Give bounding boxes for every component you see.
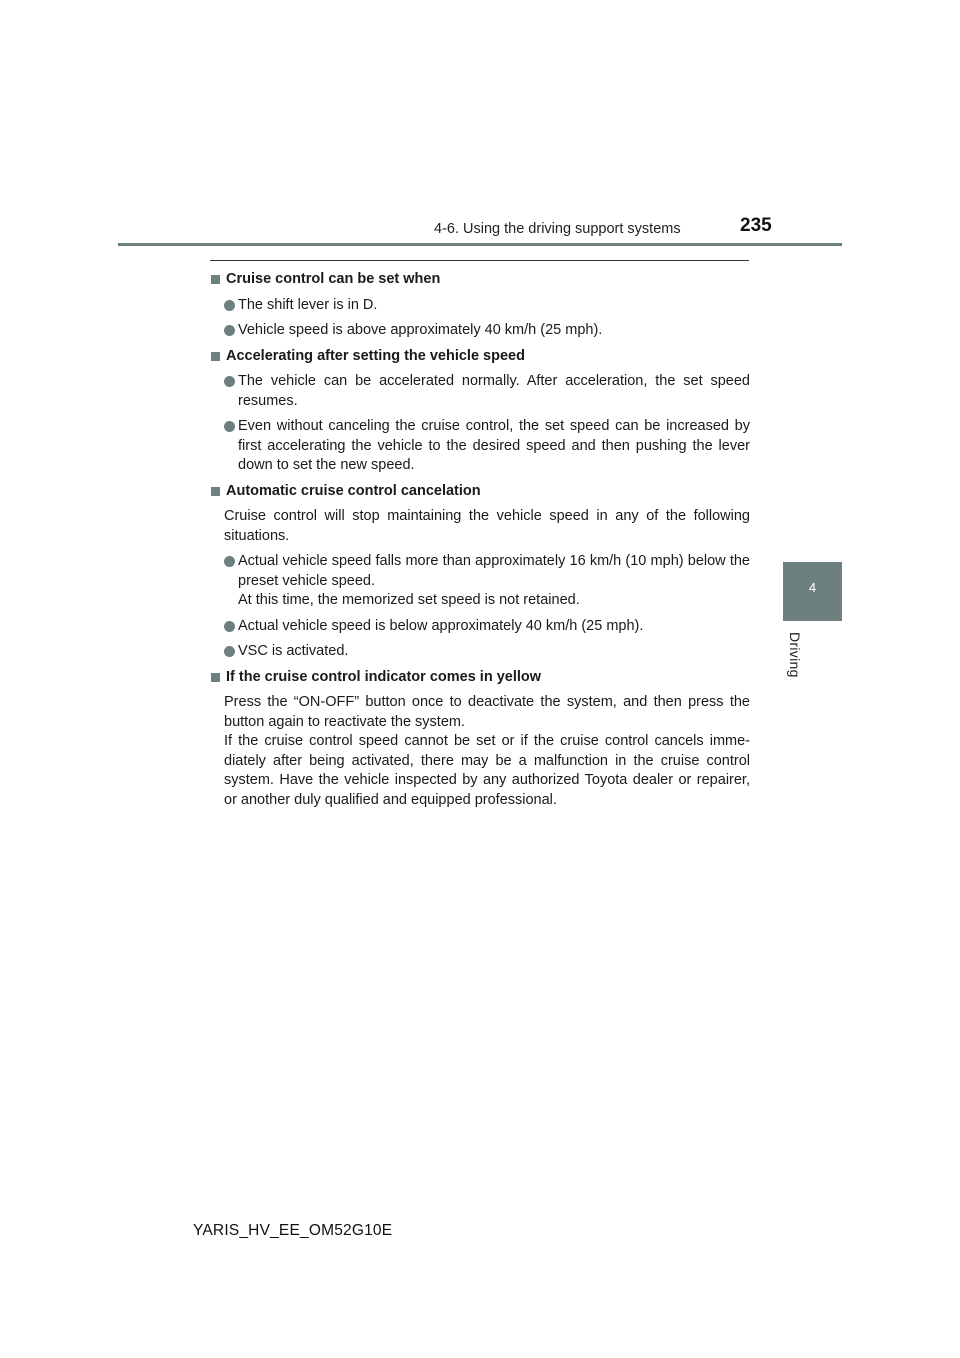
- list-item-text: The vehicle can be accelerated normally. After acceleration, the set speed resumes.: [238, 373, 750, 409]
- section-heading-cruise-set: [210, 270, 750, 290]
- list-item-text: At this time, the memorized set speed is not retained.: [238, 592, 580, 608]
- heading-text: Automatic cruise control cancelation: [226, 482, 481, 499]
- circle-bullet-icon: [224, 376, 235, 387]
- header-divider: [118, 243, 842, 246]
- section-heading-indicator-yellow: [210, 668, 750, 688]
- chapter-tab: [783, 562, 842, 621]
- circle-bullet-icon: [224, 556, 235, 567]
- heading-text: If the cruise control indicator comes in yellow: [226, 668, 542, 685]
- list-item-text: Even without canceling the cruise control, the set speed can be increased by first accelerating the vehicle to the desired speed and then pushing the lever down to set the new speed.: [238, 418, 750, 473]
- page-number: 235: [740, 215, 772, 236]
- document-code: YARIS_HV_EE_OM52G10E: [193, 1222, 393, 1239]
- chapter-label: Driving: [787, 632, 803, 678]
- list-item: [210, 321, 750, 341]
- list-item: [210, 372, 750, 411]
- paragraph: If the cruise control speed cannot be set or if the cruise control cancels imme-diately after being activated, there may be a malfunction in the cruise control system. Have the vehicle inspected by any authorized Toyota dealer or repairer, or another duly qualified and equipped professional.: [224, 733, 750, 808]
- square-bullet-icon: [211, 352, 220, 361]
- heading-text: Accelerating after setting the vehicle speed: [226, 347, 525, 364]
- paragraph: Press the “ON-OFF” button once to deactivate the system, and then press the button again to reactivate the system.: [224, 694, 750, 730]
- list-item: [210, 617, 750, 637]
- list-item: [210, 296, 750, 316]
- circle-bullet-icon: [224, 646, 235, 657]
- square-bullet-icon: [211, 487, 220, 496]
- section-heading-accelerating: [210, 347, 750, 367]
- list-item-text: Actual vehicle speed falls more than approximately 16 km/h (10 mph) below the preset vehicle speed.: [238, 553, 750, 589]
- main-content: [210, 270, 750, 816]
- list-item-text: Actual vehicle speed is below approximately 40 km/h (25 mph).: [238, 617, 644, 634]
- header-section-title: 4-6. Using the driving support systems: [434, 221, 681, 237]
- list-item: [210, 552, 750, 611]
- list-item-text: The shift lever is in D.: [238, 296, 378, 313]
- circle-bullet-icon: [224, 421, 235, 432]
- content-divider: [210, 260, 749, 261]
- circle-bullet-icon: [224, 621, 235, 632]
- list-item-text: VSC is activated.: [238, 643, 349, 659]
- square-bullet-icon: [211, 673, 220, 682]
- section-heading-auto-cancel: [210, 482, 750, 502]
- list-item: [210, 417, 750, 476]
- chapter-number: 4: [808, 580, 817, 595]
- list-item: [210, 642, 750, 662]
- heading-text: Cruise control can be set when: [226, 271, 441, 287]
- circle-bullet-icon: [224, 325, 235, 336]
- list-item-text: Vehicle speed is above approximately 40 km/h (25 mph).: [238, 322, 603, 338]
- square-bullet-icon: [211, 275, 220, 284]
- paragraph: Cruise control will stop maintaining the vehicle speed in any of the following situations.: [224, 508, 750, 544]
- circle-bullet-icon: [224, 300, 235, 311]
